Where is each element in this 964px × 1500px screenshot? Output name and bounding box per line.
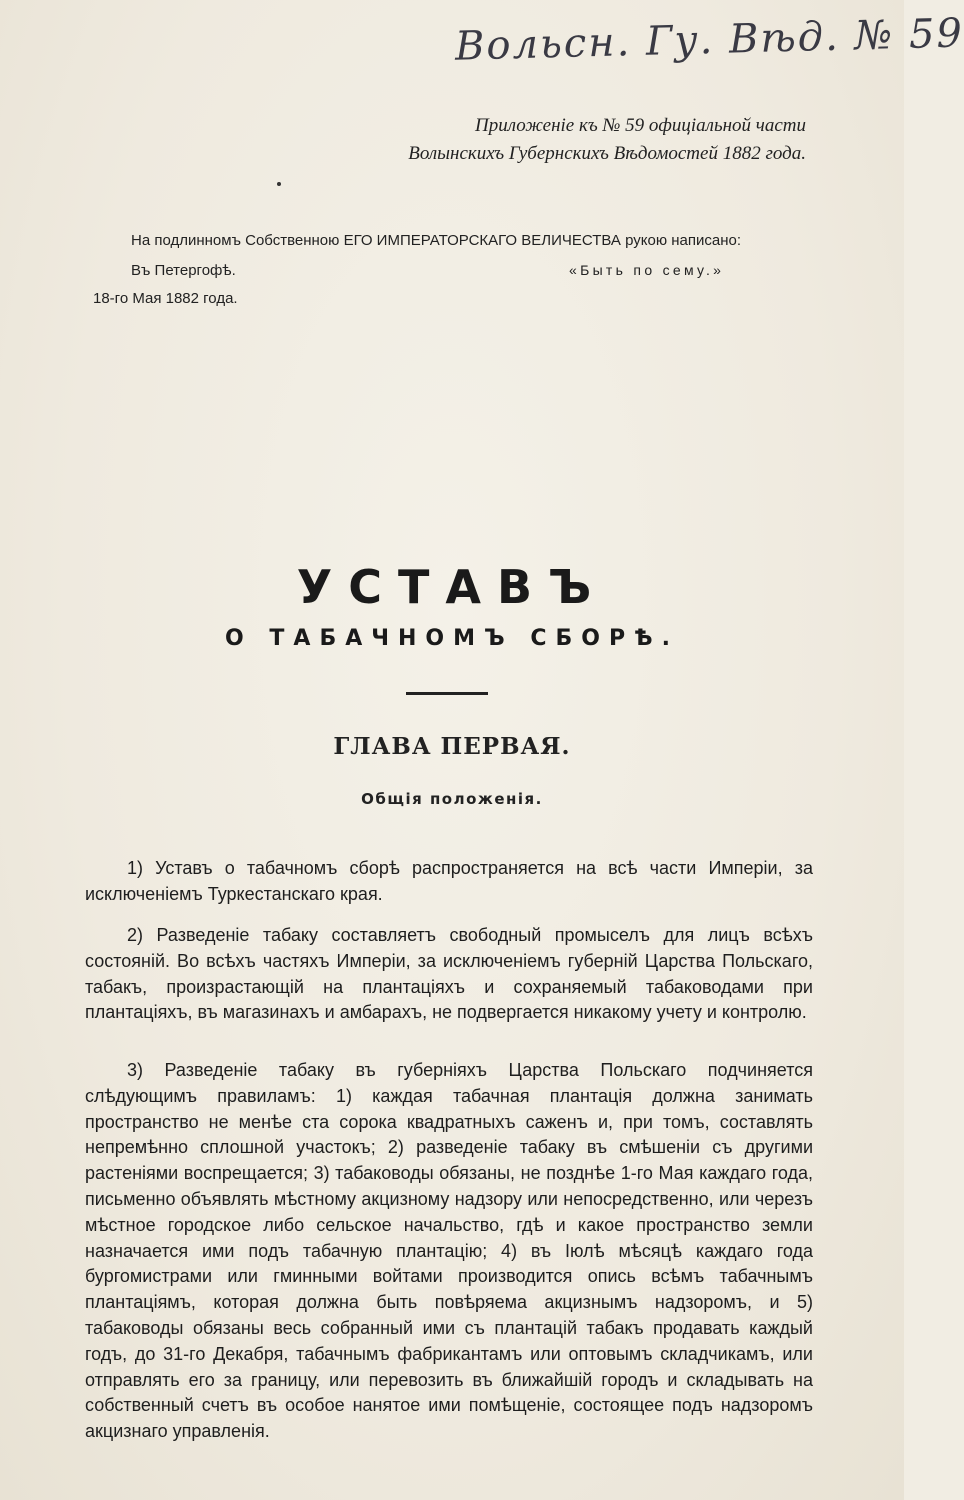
imperial-note: На подлинномъ Собственною ЕГО ИМПЕРАТОРСКАГО ВЕЛИЧЕСТВА рукою написано: xyxy=(131,232,742,249)
supplement-line-2: Волынскихъ Губернскихъ Вѣдомостей 1882 года. xyxy=(408,143,806,164)
place-of-signing: Въ Петергофѣ. xyxy=(131,262,236,279)
document-title: УСТАВЪ xyxy=(296,560,608,614)
imperial-resolution: «Быть по сему.» xyxy=(569,262,725,278)
article-3: 3) Разведеніе табаку въ губерніяхъ Царства Польскаго подчиняется слѣдующимъ правиламъ: 1) каждая табачная плантація должна занимать пространство не менѣе ста сорока квадратныхъ саженъ и, при томъ, составлять непремѣнно сплошной участокъ; 2) разведеніе табаку въ смѣшеніи съ другими растеніями воспрещается; 3) табаководы обязаны, не позднѣе 1-го Мая каждаго года, письменно объявлять мѣстному акцизному надзору или непосредственно, или черезъ мѣстное городское либо сельское начальство, гдѣ и какое пространство земли назначается ими подъ табачную плантацію; 4) въ Іюлѣ мѣсяцѣ каждаго года бургомистрами или гминными войтами производится опись всѣмъ табачнымъ плантаціямъ, которая должна быть повѣряема акцизнымъ надзоромъ, и 5) табаководы обязаны весь собранный ими съ плантацій табакъ продавать каждый годъ, до 31-го Декабря, табачнымъ фабрикантамъ или оптовымъ складчикамъ, или отправлять его за границу, или перевозить въ ближайшій городъ и складывать на собственный счетъ въ особое нанятое ими помѣщеніе, состоящее подъ надзоромъ акцизнаго управленія. xyxy=(85,1060,813,1442)
handwritten-archive-note: Вольсн. Гу. Вѣд. № 59 xyxy=(454,10,964,70)
supplement-header xyxy=(408,112,806,168)
article-2: 2) Разведеніе табаку составляетъ свободный промыселъ для лицъ всѣхъ состояній. Во всѣхъ частяхъ Имперіи, за исключеніемъ губерній Царства Польскаго, табакъ, произрастающій на плантаціяхъ и сохраняемый табаководами при плантаціяхъ, въ магазинахъ и амбарахъ, не подвергается никакому учету и контролю. xyxy=(85,925,813,1023)
title-divider xyxy=(406,692,488,695)
article-1: 1) Уставъ о табачномъ сборѣ распространяется на всѣ части Имперіи, за исключеніемъ Туркестанскаго края. xyxy=(85,858,813,904)
ink-dot xyxy=(277,182,281,186)
supplement-line-1: Приложеніе къ № 59 офиціальной части xyxy=(474,115,806,136)
section-heading: Общія положенія. xyxy=(361,790,543,808)
document-subtitle: О ТАБАЧНОМЪ СБОРѢ. xyxy=(225,626,679,651)
chapter-heading: ГЛАВА ПЕРВАЯ. xyxy=(333,733,571,760)
signing-date: 18-го Мая 1882 года. xyxy=(93,290,238,307)
